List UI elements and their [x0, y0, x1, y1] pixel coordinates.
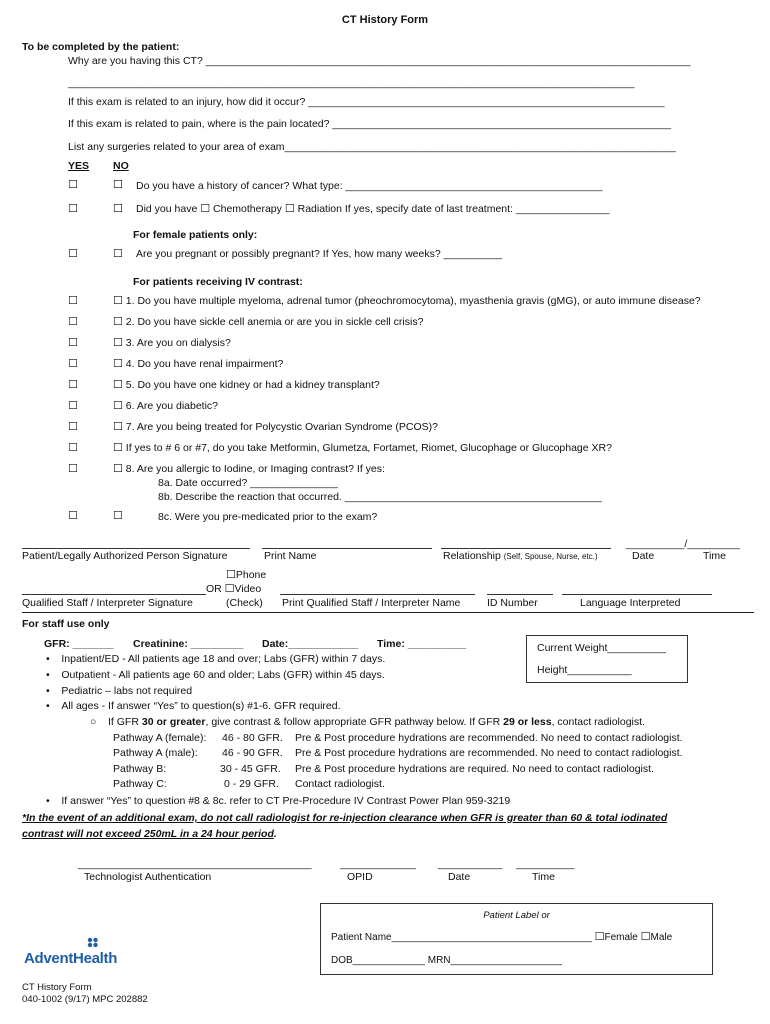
- iv-q2-yes-checkbox[interactable]: ☐: [68, 316, 78, 328]
- pathway-name: Pathway A (male):: [113, 747, 198, 759]
- pregnant-question[interactable]: Are you pregnant or possibly pregnant? If Yes, how many weeks? __________: [136, 248, 502, 260]
- pathway-name: Pathway A (female):: [113, 732, 207, 744]
- creatinine-field[interactable]: Creatinine: _________: [133, 638, 244, 650]
- patient-label-box: [320, 903, 713, 975]
- gfr-subrule-bold2: 29 or less: [503, 716, 552, 728]
- bullet-pediatric: • Pediatric – labs not required: [46, 685, 193, 697]
- female-checkbox[interactable]: ☐: [594, 931, 605, 943]
- language-label: Language Interpreted: [580, 597, 681, 609]
- radiation-label[interactable]: Radiation If yes, specify date of last treatment: ________________: [297, 203, 610, 215]
- iv-q8a-text[interactable]: 8a. Date occurred? _______________: [158, 477, 338, 489]
- phone-option: [226, 569, 266, 582]
- opid-line[interactable]: _____________: [340, 858, 416, 870]
- iv-q6-row: [113, 400, 218, 413]
- iv-q2-text: 2. Do you have sickle cell anemia or are you in sickle cell crisis?: [125, 316, 424, 328]
- check-label: (Check): [226, 597, 263, 609]
- cancer-question[interactable]: Do you have a history of cancer? What type: ____________________________________________: [136, 180, 603, 192]
- iv-q3-text: 3. Are you on dialysis?: [125, 337, 231, 349]
- gfr-subrule-end: , contact radiologist.: [551, 716, 645, 728]
- iv-q3-no-checkbox[interactable]: ☐: [113, 337, 123, 349]
- staff-signature-line[interactable]: [22, 594, 206, 595]
- iv-q5-row: [113, 379, 380, 392]
- tech-date-line[interactable]: ___________: [438, 858, 503, 870]
- treatment-question: [136, 203, 609, 216]
- print-staff-line[interactable]: [280, 594, 475, 595]
- tech-time-line[interactable]: __________: [516, 858, 575, 870]
- current-weight-field[interactable]: Current Weight__________: [537, 642, 666, 654]
- bullet-pediatric-text: Pediatric – labs not required: [61, 685, 193, 697]
- patient-signature-line[interactable]: [22, 548, 250, 549]
- did-you-have-label: Did you have: [136, 203, 198, 215]
- gfr-field[interactable]: GFR: _______: [44, 638, 114, 650]
- iv-q3-yes-checkbox[interactable]: ☐: [68, 337, 78, 349]
- pathway-note: Pre & Post procedure hydrations are recommended. No need to contact radiologist.: [295, 732, 683, 744]
- phone-label: Phone: [235, 569, 267, 581]
- relationship-line[interactable]: [441, 548, 611, 549]
- why-ct-continuation-line[interactable]: _________________________________________________________________________________________________: [68, 77, 635, 89]
- gfr-subrule: ○ If GFR 30 or greater, give contrast & follow appropriate GFR pathway below. If GFR 29 or less, contact radiologist.: [90, 716, 645, 728]
- no-column-label: NO: [113, 160, 129, 172]
- iv-q1-yes-checkbox[interactable]: ☐: [68, 295, 78, 307]
- lab-time-field[interactable]: Time: __________: [377, 638, 467, 650]
- adventhealth-logo: [24, 936, 128, 971]
- pathway-range: 0 - 29 GFR.: [224, 778, 279, 790]
- relationship-note: (Self, Spouse, Nurse, etc.): [503, 552, 598, 561]
- language-line[interactable]: [562, 594, 712, 595]
- treatment-yes-checkbox[interactable]: ☐: [68, 203, 78, 215]
- female-heading: For female patients only:: [133, 229, 258, 241]
- staff-section-heading: For staff use only: [22, 618, 110, 630]
- iv-q1-text: 1. Do you have multiple myeloma, adrenal tumor (pheochromocytoma), myasthenia gravis (gMG), or auto immune disease?: [125, 295, 701, 307]
- bullet-all-ages-text: All ages - If answer “Yes” to question(s) #1-6. GFR required.: [61, 700, 341, 712]
- iv-q8b-text[interactable]: 8b. Describe the reaction that occurred. ____________________________________________: [158, 491, 602, 503]
- pathway-range: 30 - 45 GFR.: [220, 763, 281, 775]
- footer-form-name: CT History Form: [22, 982, 92, 993]
- relationship-label: [443, 550, 598, 562]
- pathway-range: 46 - 80 GFR.: [222, 732, 283, 744]
- date-label: Date: [632, 550, 655, 562]
- date-time-line[interactable]: __________/_________: [626, 538, 740, 550]
- phone-checkbox[interactable]: ☐: [226, 569, 236, 581]
- tech-time-label: Time: [532, 871, 555, 883]
- yes-column-label: YES: [68, 160, 90, 172]
- video-option: [206, 583, 261, 596]
- iv-q2-row: [113, 316, 423, 329]
- bullet-inpatient-text: Inpatient/ED - All patients age 18 and over; Labs (GFR) within 7 days.: [61, 653, 386, 665]
- pathway-range: 46 - 90 GFR.: [222, 747, 283, 759]
- patient-name-row: [331, 931, 672, 944]
- weight-height-box: [526, 635, 688, 683]
- iv-q1-no-checkbox[interactable]: ☐: [113, 295, 123, 307]
- patient-label-title: Patient Label or: [483, 910, 550, 921]
- iv-q5-no-checkbox[interactable]: ☐: [113, 379, 123, 391]
- iv-q6-no-checkbox[interactable]: ☐: [113, 400, 123, 412]
- iv-q7-yes-checkbox[interactable]: ☐: [68, 421, 78, 433]
- iv-q8c-no-checkbox[interactable]: ☐: [113, 510, 123, 522]
- patient-name-field[interactable]: Patient Name____________________________________: [331, 932, 592, 943]
- iv-q2-no-checkbox[interactable]: ☐: [113, 316, 123, 328]
- cancer-no-checkbox[interactable]: ☐: [113, 179, 123, 191]
- bullet-outpatient-text: Outpatient - All patients age 60 and older; Labs (GFR) within 45 days.: [61, 669, 385, 681]
- bullet-inpatient: • Inpatient/ED - All patients age 18 and over; Labs (GFR) within 7 days.: [46, 653, 386, 665]
- id-number-line[interactable]: [487, 594, 553, 595]
- staff-section-divider: [22, 612, 754, 613]
- video-checkbox[interactable]: ☐: [224, 583, 235, 595]
- male-checkbox[interactable]: ☐: [640, 931, 651, 943]
- iv-q5-text: 5. Do you have one kidney or had a kidney transplant?: [125, 379, 380, 391]
- bullet-all-ages: • All ages - If answer “Yes” to question(s) #1-6. GFR required.: [46, 700, 341, 712]
- dob-mrn-field[interactable]: DOB_____________ MRN____________________: [331, 955, 562, 966]
- iv-q8-yes-checkbox[interactable]: ☐: [68, 463, 78, 475]
- injury-question[interactable]: If this exam is related to an injury, how did it occur? _____________________________________________________________: [68, 96, 665, 108]
- video-label: Video: [234, 583, 262, 595]
- lab-date-field[interactable]: Date:____________: [262, 638, 359, 650]
- iv-contrast-heading: For patients receiving IV contrast:: [133, 276, 303, 288]
- opid-label: OPID: [347, 871, 373, 883]
- or-label: OR: [206, 583, 222, 595]
- reinjection-warning-period: .: [273, 828, 277, 840]
- staff-signature-label: Qualified Staff / Interpreter Signature: [22, 597, 193, 609]
- chemotherapy-label: Chemotherapy: [213, 203, 282, 215]
- patient-section-heading: To be completed by the patient:: [22, 41, 180, 53]
- reinjection-warning-line2-text: contrast will not exceed 250mL in a 24 hour period: [22, 828, 274, 840]
- relationship-text: Relationship: [443, 550, 501, 562]
- male-label: Male: [650, 932, 673, 943]
- pathway-name: Pathway C:: [113, 778, 167, 790]
- gfr-subrule-bold1: 30 or greater: [141, 716, 206, 728]
- iv-q4-row: [113, 358, 283, 371]
- iv-metformin-yes-checkbox[interactable]: ☐: [68, 442, 78, 454]
- cancer-yes-checkbox[interactable]: ☐: [68, 179, 78, 191]
- tech-auth-label: Technologist Authentication: [84, 871, 212, 883]
- pathway-note: Pre & Post procedure hydrations are required. No need to contact radiologist.: [295, 763, 654, 775]
- time-label: Time: [703, 550, 726, 562]
- iv-q4-no-checkbox[interactable]: ☐: [113, 358, 123, 370]
- iv-metformin-text: If yes to # 6 or #7, do you take Metformin, Glumetza, Fortamet, Riomet, Glucophage or Glucophage XR?: [125, 442, 612, 454]
- why-ct-question[interactable]: Why are you having this CT? ___________________________________________________________________________________: [68, 55, 691, 67]
- footer-form-code: 040-1002 (9/17) MPC 202882: [22, 994, 148, 1005]
- pathway-name: Pathway B:: [113, 763, 167, 775]
- print-staff-label: Print Qualified Staff / Interpreter Name: [282, 597, 461, 609]
- gfr-subrule-mid: , give contrast & follow appropriate GFR pathway below. If GFR: [205, 716, 504, 728]
- iv-metformin-row: [113, 442, 612, 455]
- tech-date-label: Date: [448, 871, 471, 883]
- height-field[interactable]: Height___________: [537, 664, 632, 676]
- iv-q7-text: 7. Are you being treated for Polycystic Ovarian Syndrome (PCOS)?: [125, 421, 439, 433]
- bullet-contrast-plan-text: If answer “Yes” to question #8 & 8c. refer to CT Pre-Procedure IV Contrast Power Plan 959-3219: [61, 795, 511, 807]
- reinjection-warning-line1: *In the event of an additional exam, do not call radiologist for re-injection clearance when GFR is greater than 60 & total iodinated: [22, 812, 668, 824]
- female-label: Female: [604, 932, 638, 943]
- bullet-contrast-plan: • If answer “Yes” to question #8 & 8c. refer to CT Pre-Procedure IV Contrast Power Plan 959-3219: [46, 795, 511, 807]
- pain-question[interactable]: If this exam is related to pain, where is the pain located? __________________________________________________________: [68, 118, 672, 130]
- chemotherapy-checkbox[interactable]: ☐: [200, 203, 211, 215]
- iv-q4-text: 4. Do you have renal impairment?: [125, 358, 284, 370]
- iv-q1-row: [113, 295, 701, 308]
- iv-q8c-text: 8c. Were you pre-medicated prior to the exam?: [158, 511, 378, 523]
- iv-q8-no-checkbox[interactable]: ☐: [113, 463, 123, 475]
- pregnant-yes-checkbox[interactable]: ☐: [68, 248, 78, 260]
- iv-q6-yes-checkbox[interactable]: ☐: [68, 400, 78, 412]
- iv-q5-yes-checkbox[interactable]: ☐: [68, 379, 78, 391]
- pregnant-no-checkbox[interactable]: ☐: [113, 248, 123, 260]
- reinjection-warning-line2: [22, 828, 277, 840]
- pathway-note: Pre & Post procedure hydrations are recommended. No need to contact radiologist.: [295, 747, 683, 759]
- page-title: CT History Form: [341, 14, 429, 26]
- print-name-line[interactable]: [262, 548, 432, 549]
- iv-q8c-yes-checkbox[interactable]: ☐: [68, 510, 78, 522]
- iv-metformin-no-checkbox[interactable]: ☐: [113, 442, 123, 454]
- iv-q7-no-checkbox[interactable]: ☐: [113, 421, 123, 433]
- iv-q8-row: [113, 463, 385, 476]
- iv-q8-text: 8. Are you allergic to Iodine, or Imaging contrast? If yes:: [125, 463, 385, 475]
- treatment-no-checkbox[interactable]: ☐: [113, 203, 123, 215]
- radiation-checkbox[interactable]: ☐: [284, 203, 295, 215]
- print-name-label: Print Name: [264, 550, 317, 562]
- iv-q4-yes-checkbox[interactable]: ☐: [68, 358, 78, 370]
- iv-q7-row: [113, 421, 438, 434]
- pathway-note: Contact radiologist.: [295, 778, 385, 790]
- iv-q3-row: [113, 337, 231, 350]
- id-number-label: ID Number: [487, 597, 538, 609]
- tech-auth-line[interactable]: ________________________________________: [78, 858, 312, 870]
- surgeries-question[interactable]: List any surgeries related to your area of exam___________________________________________________________________: [68, 141, 676, 153]
- patient-signature-label: Patient/Legally Authorized Person Signature: [22, 550, 228, 562]
- adventhealth-logo-text: AdventHealth: [24, 950, 118, 967]
- bullet-outpatient: • Outpatient - All patients age 60 and older; Labs (GFR) within 45 days.: [46, 669, 385, 681]
- iv-q6-text: 6. Are you diabetic?: [125, 400, 219, 412]
- gfr-subrule-prefix: If GFR: [108, 716, 142, 728]
